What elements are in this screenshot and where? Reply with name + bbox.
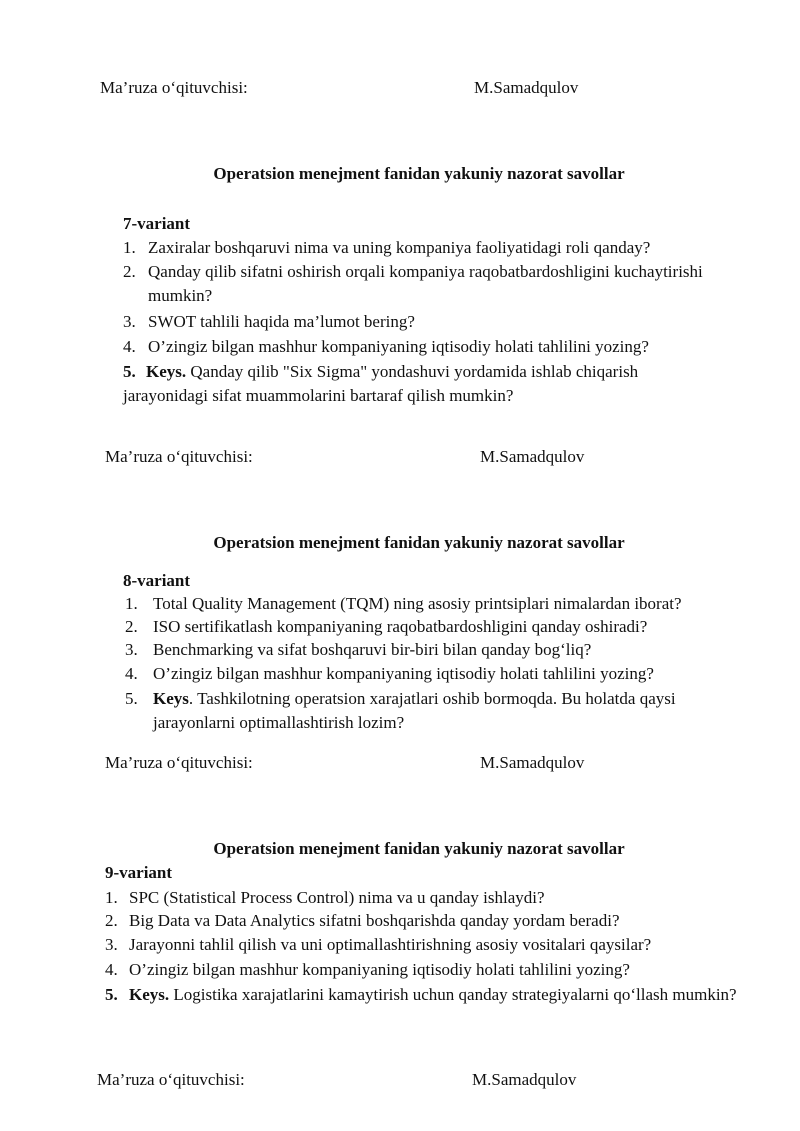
- question-number: 5.: [123, 362, 136, 381]
- question-item: [123, 260, 708, 308]
- lecturer-label: Ma’ruza o‘qituvchisi:: [105, 447, 253, 466]
- question-number: 3.: [125, 640, 138, 659]
- lecturer-name: M.Samadqulov: [480, 753, 585, 772]
- question-text: O’zingiz bilgan mashhur kompaniyaning iqtisodiy holati tahlilini yozing?: [153, 664, 654, 683]
- case-keyword: Keys.: [129, 985, 170, 1004]
- question-item: [105, 886, 769, 910]
- question-text: O’zingiz bilgan mashhur kompaniyaning iqtisodiy holati tahlilini yozing?: [129, 960, 630, 979]
- lecturer-name: M.Samadqulov: [472, 1070, 577, 1089]
- question-number: 4.: [123, 337, 136, 356]
- question-item: [105, 909, 769, 933]
- question-text: O’zingiz bilgan mashhur kompaniyaning iqtisodiy holati tahlilini yozing?: [148, 337, 649, 356]
- question-text: Logistika xarajatlarini kamaytirish uchun qanday strategiyalarni qo‘llash mumkin?: [169, 985, 737, 1004]
- question-item-case: [125, 687, 743, 735]
- variant-heading: 8-variant: [123, 571, 191, 590]
- question-text: Big Data va Data Analytics sifatni boshqarishda qanday yordam beradi?: [129, 911, 620, 930]
- question-text: Zaxiralar boshqaruvi nima va uning kompaniya faoliyatidagi roli qanday?: [148, 238, 651, 257]
- lecturer-label: Ma’ruza o‘qituvchisi:: [100, 78, 248, 97]
- question-item: [123, 310, 748, 334]
- question-text: Total Quality Management (TQM) ning asosiy printsiplari nimalardan iborat?: [153, 594, 682, 613]
- signature-line: [105, 752, 665, 774]
- question-text: SPC (Statistical Process Control) nima va u qanday ishlaydi?: [129, 888, 545, 907]
- question-item: [123, 236, 748, 260]
- question-number: 2.: [123, 262, 136, 281]
- section-title: Operatsion menejment fanidan yakuniy nazorat savollar: [213, 164, 625, 183]
- question-number: 4.: [125, 664, 138, 683]
- question-number: 1.: [123, 238, 136, 257]
- question-number: 3.: [105, 935, 118, 954]
- signature-line: [100, 77, 660, 99]
- question-number: 5.: [105, 985, 118, 1004]
- question-number: 3.: [123, 312, 136, 331]
- question-number: 1.: [125, 594, 138, 613]
- lecturer-label: Ma’ruza o‘qituvchisi:: [105, 753, 253, 772]
- question-number: 2.: [105, 911, 118, 930]
- question-text: SWOT tahlili haqida ma’lumot bering?: [148, 312, 415, 331]
- question-item: [123, 335, 748, 359]
- signature-line: [105, 446, 665, 468]
- question-item: [125, 662, 773, 686]
- question-number: 1.: [105, 888, 118, 907]
- question-item: [125, 615, 773, 639]
- question-text: Jarayonni tahlil qilish va uni optimallashtirishning asosiy vositalari qaysilar?: [129, 935, 652, 954]
- question-number: 5.: [125, 689, 138, 708]
- section-title: Operatsion menejment fanidan yakuniy nazorat savollar: [213, 839, 625, 858]
- question-item: [105, 933, 769, 957]
- question-text: ISO sertifikatlash kompaniyaning raqobatbardoshligini qanday oshiradi?: [153, 617, 648, 636]
- lecturer-label: Ma’ruza o‘qituvchisi:: [97, 1070, 245, 1089]
- lecturer-name: M.Samadqulov: [474, 78, 579, 97]
- question-text: . Tashkilotning operatsion xarajatlari oshib bormoqda. Bu holatda qaysi jarayonlarni optimallashtirish lozim?: [153, 689, 676, 732]
- case-keyword: Keys.: [146, 362, 187, 381]
- question-number: 2.: [125, 617, 138, 636]
- question-text: Qanday qilib sifatni oshirish orqali kompaniya raqobatbardoshligini kuchaytirishi mumkin?: [148, 262, 703, 305]
- question-item: [105, 958, 769, 982]
- variant-heading: 7-variant: [123, 214, 191, 233]
- case-keyword: Keys: [153, 689, 189, 708]
- question-item-case: [123, 360, 703, 408]
- question-text: Benchmarking va sifat boshqaruvi bir-biri bilan qanday bog‘liq?: [153, 640, 592, 659]
- question-item-case: [105, 983, 759, 1007]
- question-number: 4.: [105, 960, 118, 979]
- section-title: Operatsion menejment fanidan yakuniy nazorat savollar: [213, 533, 625, 552]
- question-item: [125, 592, 773, 616]
- signature-line: [97, 1069, 657, 1091]
- variant-heading: 9-variant: [105, 863, 173, 882]
- question-text: Qanday qilib "Six Sigma" yondashuvi yordamida ishlab chiqarish jarayonidagi sifat muammolarini bartaraf qilish mumkin?: [123, 362, 639, 405]
- lecturer-name: M.Samadqulov: [480, 447, 585, 466]
- question-item: [125, 638, 773, 662]
